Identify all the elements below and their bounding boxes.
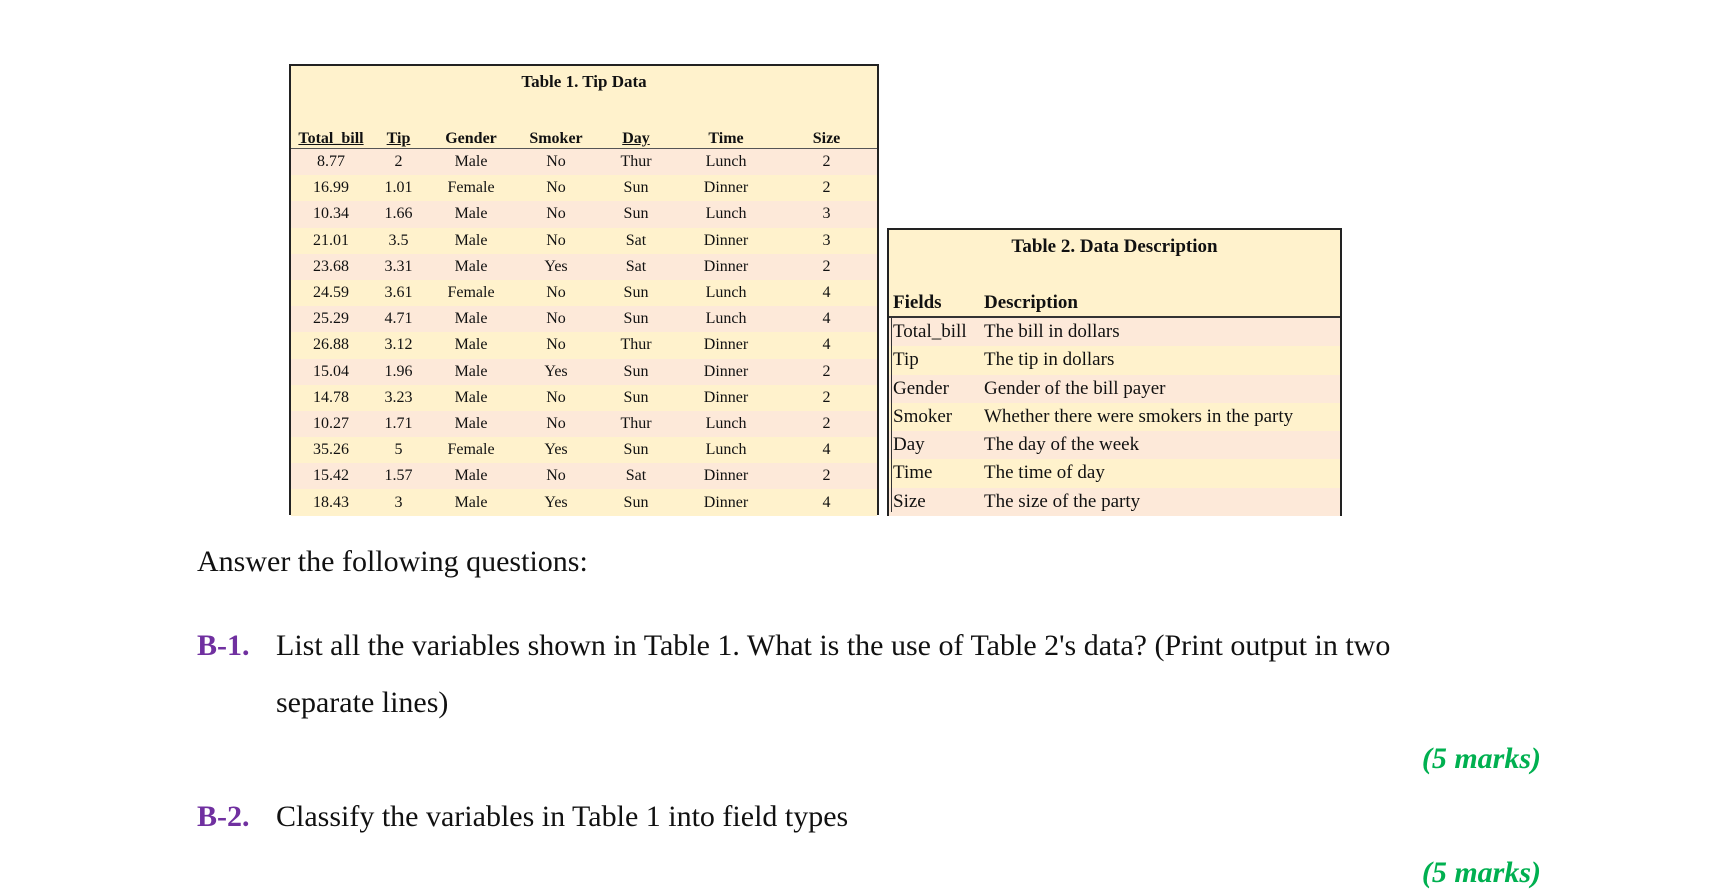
table1-cell: 16.99 — [291, 175, 371, 201]
table1-cell: 26.88 — [291, 332, 371, 358]
col-header-fields: Fields — [893, 292, 942, 313]
table1-cell: Dinner — [676, 359, 776, 385]
table1-cell: Thur — [596, 411, 676, 437]
table1-cell: Lunch — [676, 201, 776, 227]
question-b1-marks: (5 marks) — [1421, 742, 1541, 775]
table2-description: Whether there were smokers in the party — [984, 405, 1294, 427]
table2-row — [889, 375, 1340, 403]
col-header-description: Description — [984, 292, 1078, 313]
table1-cell: No — [516, 332, 596, 358]
table2-field: Gender — [893, 377, 949, 399]
table2-description: The time of day — [984, 462, 1105, 484]
table2-description: The size of the party — [984, 490, 1141, 512]
table2-description: The bill in dollars — [984, 321, 1120, 342]
table1-row — [291, 385, 877, 411]
table1-cell: Sun — [596, 437, 676, 463]
table2-description: The tip in dollars — [984, 349, 1115, 371]
table2-row — [889, 488, 1340, 516]
table1-grid — [291, 126, 877, 516]
table1-header-row — [291, 126, 877, 149]
table1-cell: 2 — [776, 254, 877, 280]
table1-row — [291, 175, 877, 201]
table1-cell: Yes — [516, 437, 596, 463]
table1-cell: Lunch — [676, 280, 776, 306]
table1-cell: 24.59 — [291, 280, 371, 306]
table1-cell: 1.66 — [371, 201, 426, 227]
table1-cell: Female — [426, 280, 516, 306]
table1-cell: Male — [426, 306, 516, 332]
table1-cell: 25.29 — [291, 306, 371, 332]
table1-cell: 3.23 — [371, 385, 426, 411]
table1-cell: 4 — [776, 332, 877, 358]
table1-cell: 4 — [776, 437, 877, 463]
table1-cell: Male — [426, 254, 516, 280]
table1-cell: 8.77 — [291, 149, 371, 176]
table1-cell: 2 — [776, 175, 877, 201]
table1-cell: 2 — [776, 385, 877, 411]
table1-row — [291, 489, 877, 515]
table1-cell: 4 — [776, 306, 877, 332]
table1-cell: 1.96 — [371, 359, 426, 385]
table2-title: Table 2. Data Description — [1011, 236, 1218, 257]
col-header-size: Size — [776, 126, 877, 149]
col-header-smoker: Smoker — [516, 126, 596, 149]
table1-cell: 3 — [776, 228, 877, 254]
table1-cell: Sun — [596, 201, 676, 227]
tip-data-table — [289, 64, 879, 515]
table1-cell: 15.04 — [291, 359, 371, 385]
table1-cell: 4 — [776, 489, 877, 515]
table1-cell: 3.61 — [371, 280, 426, 306]
table2-row — [889, 459, 1340, 487]
table2-left-rule — [891, 318, 892, 512]
table1-cell: Dinner — [676, 463, 776, 489]
table1-cell: 1.57 — [371, 463, 426, 489]
table1-cell: Dinner — [676, 175, 776, 201]
table1-cell: Male — [426, 359, 516, 385]
table1-cell: Male — [426, 149, 516, 176]
table1-cell: 1.71 — [371, 411, 426, 437]
table1-cell: Male — [426, 463, 516, 489]
table1-cell: Sat — [596, 254, 676, 280]
table1-cell: 2 — [371, 149, 426, 176]
table1-cell: No — [516, 280, 596, 306]
table1-cell: Lunch — [676, 149, 776, 176]
table2-field: Total_bill — [893, 321, 967, 342]
table1-cell: Lunch — [676, 437, 776, 463]
table1-cell: 10.27 — [291, 411, 371, 437]
table2-field: Time — [893, 462, 933, 484]
table1-cell: Lunch — [676, 411, 776, 437]
table2-header-row — [889, 290, 1340, 318]
table1-cell: Male — [426, 385, 516, 411]
table1-cell: Male — [426, 228, 516, 254]
table1-cell: 1.01 — [371, 175, 426, 201]
table2-field: Tip — [893, 349, 919, 371]
table1-cell: Dinner — [676, 228, 776, 254]
table1-cell: 23.68 — [291, 254, 371, 280]
table1-cell: Sun — [596, 280, 676, 306]
table1-cell: 5 — [371, 437, 426, 463]
table1-cell: Female — [426, 437, 516, 463]
question-b2-text: Classify the variables in Table 1 into field types — [276, 800, 849, 833]
table2-field: Size — [893, 490, 926, 512]
table1-cell: Yes — [516, 254, 596, 280]
question-b1-text-line1: List all the variables shown in Table 1. What is the use of Table 2's data? (Print output in two — [276, 629, 1391, 662]
table1-row — [291, 332, 877, 358]
table1-cell: Dinner — [676, 332, 776, 358]
table1-cell: Yes — [516, 359, 596, 385]
col-header-day: Day — [596, 126, 676, 149]
col-header-time: Time — [676, 126, 776, 149]
col-header-gender: Gender — [426, 126, 516, 149]
question-b1-text-line2: separate lines) — [276, 686, 449, 719]
table1-cell: Lunch — [676, 306, 776, 332]
table1-cell: Sun — [596, 306, 676, 332]
table1-cell: Male — [426, 332, 516, 358]
table1-cell: Sun — [596, 359, 676, 385]
table1-cell: 2 — [776, 463, 877, 489]
table1-row — [291, 149, 877, 176]
table2-rows — [889, 318, 1340, 516]
col-header-tip: Tip — [371, 126, 426, 149]
table1-cell: 10.34 — [291, 201, 371, 227]
table1-cell: Male — [426, 411, 516, 437]
table1-cell: 2 — [776, 359, 877, 385]
table1-row — [291, 437, 877, 463]
table2-row — [889, 403, 1340, 431]
table1-row — [291, 201, 877, 227]
instructions-text: Answer the following questions: — [197, 545, 588, 578]
table1-cell: 35.26 — [291, 437, 371, 463]
table2-field: Smoker — [893, 405, 953, 427]
table1-cell: 4.71 — [371, 306, 426, 332]
table1-cell: Sun — [596, 489, 676, 515]
table1-cell: Sun — [596, 175, 676, 201]
table1-cell: Dinner — [676, 385, 776, 411]
table1-cell: Sun — [596, 385, 676, 411]
table2-description: The day of the week — [984, 434, 1140, 456]
table1-row — [291, 463, 877, 489]
question-b2-label: B-2. — [197, 800, 250, 833]
table1-title: Table 1. Tip Data — [521, 72, 647, 91]
table1-cell: Yes — [516, 489, 596, 515]
table1-row — [291, 359, 877, 385]
data-description-table — [887, 228, 1342, 516]
table1-row — [291, 280, 877, 306]
table2-row — [889, 318, 1340, 346]
table2-row — [889, 346, 1340, 374]
table1-cell: Sat — [596, 463, 676, 489]
table1-cell: 2 — [776, 411, 877, 437]
table1-cell: Sat — [596, 228, 676, 254]
table1-cell: 3 — [371, 489, 426, 515]
table1-cell: No — [516, 228, 596, 254]
question-b2-marks: (5 marks) — [1421, 856, 1541, 889]
table1-cell: 15.42 — [291, 463, 371, 489]
table1-cell: Dinner — [676, 254, 776, 280]
table1-cell: Male — [426, 489, 516, 515]
table1-cell: Male — [426, 201, 516, 227]
table1-row — [291, 254, 877, 280]
table1-cell: 3.31 — [371, 254, 426, 280]
table1-cell: No — [516, 385, 596, 411]
table1-cell: 3.12 — [371, 332, 426, 358]
table1-cell: No — [516, 306, 596, 332]
table1-cell: 4 — [776, 280, 877, 306]
table1-cell: Thur — [596, 149, 676, 176]
table1-row — [291, 306, 877, 332]
table1-cell: 2 — [776, 149, 877, 176]
table1-cell: 21.01 — [291, 228, 371, 254]
table1-cell: 3 — [776, 201, 877, 227]
table2-row — [889, 431, 1340, 459]
table1-cell: 18.43 — [291, 489, 371, 515]
table1-cell: No — [516, 149, 596, 176]
table1-cell: Female — [426, 175, 516, 201]
table2-field: Day — [893, 434, 925, 456]
col-header-total-bill: Total_bill — [291, 126, 371, 149]
table1-cell: Thur — [596, 332, 676, 358]
table2-description: Gender of the bill payer — [984, 377, 1166, 399]
table1-cell: Dinner — [676, 489, 776, 515]
table1-row — [291, 228, 877, 254]
table1-cell: No — [516, 175, 596, 201]
table1-cell: No — [516, 411, 596, 437]
table1-cell: No — [516, 463, 596, 489]
table1-cell: 3.5 — [371, 228, 426, 254]
table1-row — [291, 411, 877, 437]
question-b1-label: B-1. — [197, 629, 250, 662]
table1-cell: No — [516, 201, 596, 227]
table1-cell: 14.78 — [291, 385, 371, 411]
